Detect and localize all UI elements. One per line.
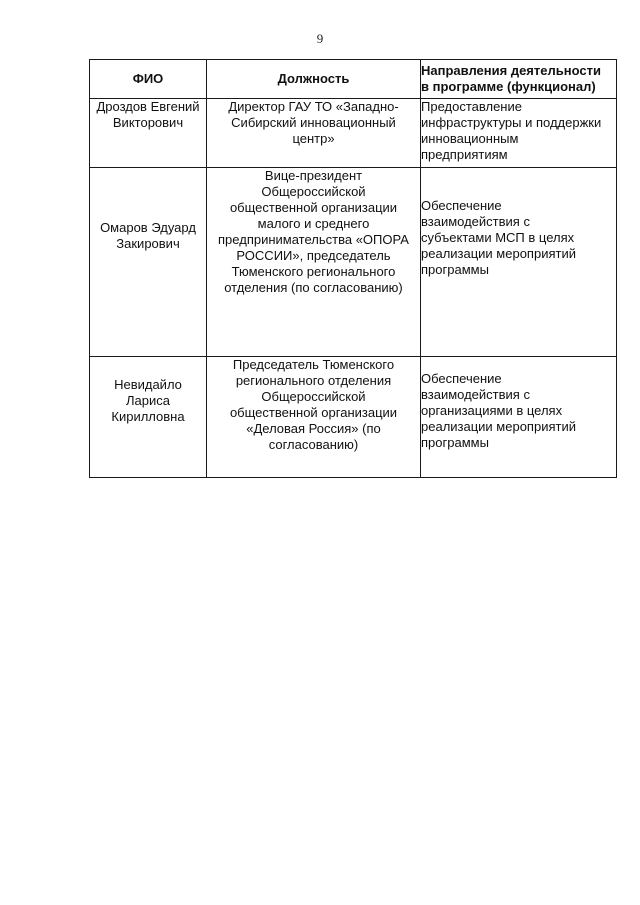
function-line: субъектами МСП в целях bbox=[421, 230, 575, 245]
post-line: Общероссийской bbox=[261, 389, 366, 404]
fio-line: Дроздов Евгений bbox=[96, 99, 200, 114]
function-line: инновационным bbox=[421, 131, 519, 146]
cell-fio bbox=[90, 168, 207, 357]
function-line: Обеспечение bbox=[421, 371, 502, 386]
post-line: общественной организации bbox=[229, 405, 398, 420]
function-line: Обеспечение bbox=[421, 198, 502, 213]
post-line: Общероссийской bbox=[261, 184, 366, 199]
post-line: согласованию) bbox=[268, 437, 359, 452]
header-post: Должность bbox=[207, 60, 421, 99]
post-line: Вице-президент bbox=[264, 168, 363, 183]
post-line: центр» bbox=[292, 131, 335, 146]
fio-line: Лариса bbox=[126, 393, 170, 408]
function-line: предприятиям bbox=[421, 147, 508, 162]
post-line: Тюменского регионального bbox=[231, 264, 396, 279]
fio-line: Викторович bbox=[112, 115, 184, 130]
function-line: взаимодействия с bbox=[421, 214, 530, 229]
table-row bbox=[90, 168, 617, 357]
function-line: реализации мероприятий bbox=[421, 419, 576, 434]
header-function bbox=[421, 60, 617, 99]
cell-post bbox=[207, 99, 421, 168]
header-function-line-1: Направления деятельности bbox=[421, 63, 601, 78]
cell-fio bbox=[90, 99, 207, 168]
post-line: Председатель Тюменского bbox=[232, 357, 395, 372]
header-fio: ФИО bbox=[90, 60, 207, 99]
fio-line: Закирович bbox=[116, 236, 180, 251]
fio-line: Омаров Эдуард bbox=[100, 220, 196, 235]
cell-function bbox=[421, 168, 617, 357]
post-line: общественной организации bbox=[229, 200, 398, 215]
function-line: программы bbox=[421, 262, 489, 277]
table-header-row bbox=[90, 60, 617, 99]
function-line: Предоставление bbox=[421, 99, 522, 114]
post-line: регионального отделения bbox=[235, 373, 392, 388]
post-line: малого и среднего bbox=[257, 216, 370, 231]
function-line: взаимодействия с bbox=[421, 387, 530, 402]
cell-function bbox=[421, 99, 617, 168]
cell-function bbox=[421, 357, 617, 478]
function-line: организациями в целях bbox=[421, 403, 563, 418]
fio-line: Кирилловна bbox=[111, 409, 185, 424]
page-number: 9 bbox=[316, 31, 324, 46]
function-line: инфраструктуры и поддержки bbox=[421, 115, 602, 130]
header-function-line-2: в программе (функционал) bbox=[421, 79, 596, 94]
cell-fio bbox=[90, 357, 207, 478]
fio-line: Невидайло bbox=[114, 377, 182, 392]
post-line: отделения (по согласованию) bbox=[224, 280, 403, 295]
program-staff-table bbox=[89, 59, 617, 478]
function-line: программы bbox=[421, 435, 489, 450]
post-line: Сибирский инновационный bbox=[231, 115, 396, 130]
table-row bbox=[90, 99, 617, 168]
post-line: предпринимательства «ОПОРА bbox=[218, 232, 409, 247]
table-row bbox=[90, 357, 617, 478]
post-line: Директор ГАУ ТО «Западно- bbox=[228, 99, 399, 114]
post-line: «Деловая Россия» (по bbox=[246, 421, 381, 436]
cell-post bbox=[207, 357, 421, 478]
post-line: РОССИИ», председатель bbox=[236, 248, 391, 263]
cell-post bbox=[207, 168, 421, 357]
function-line: реализации мероприятий bbox=[421, 246, 576, 261]
